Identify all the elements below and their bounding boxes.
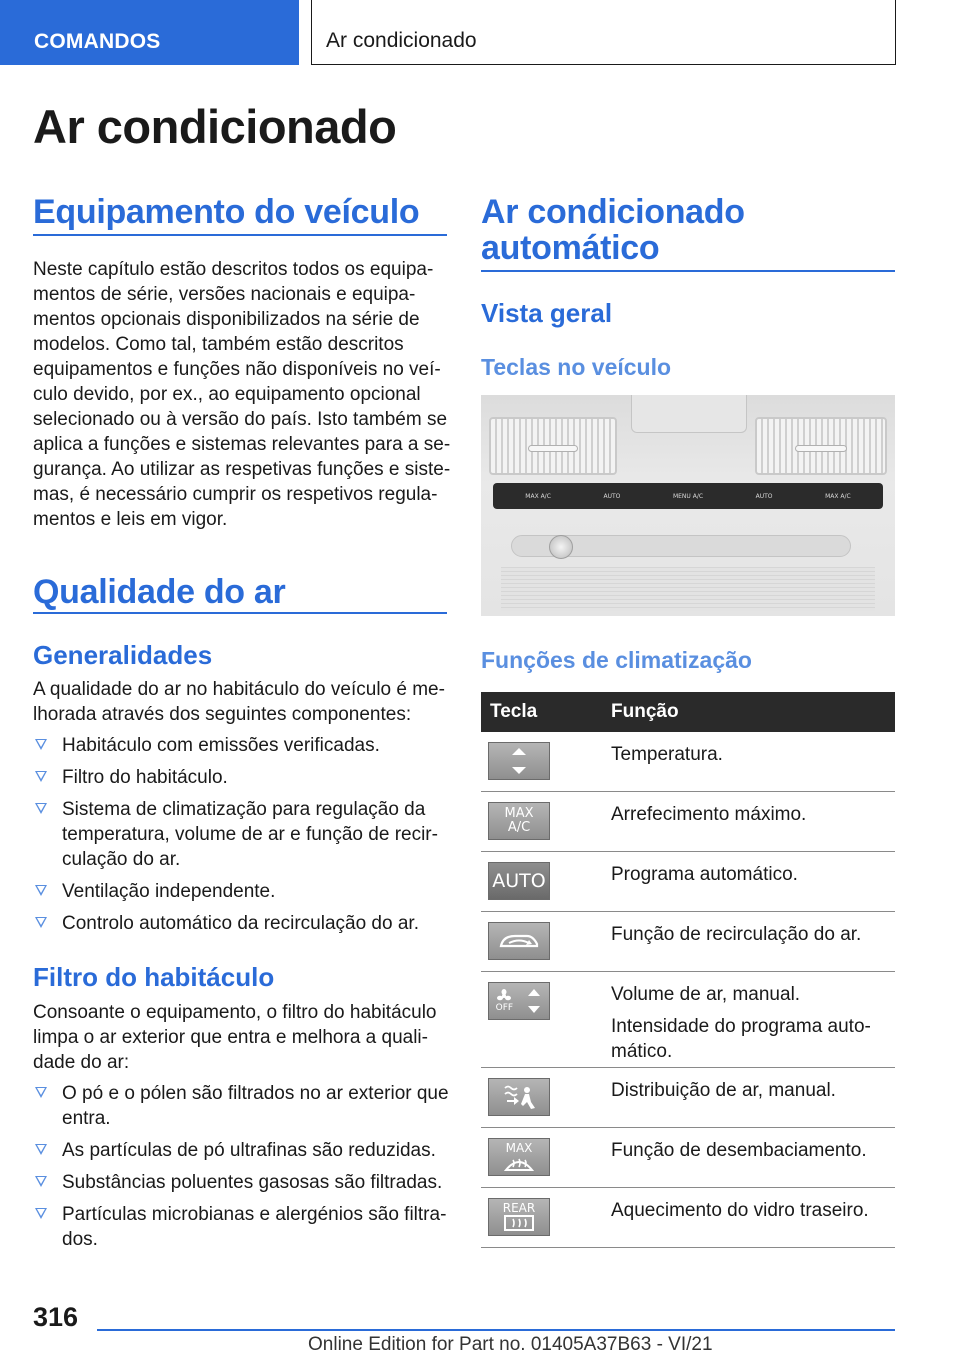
- list-item: Controlo automático da recirculação do ar.: [33, 911, 453, 936]
- recirculation-icon: [488, 922, 550, 960]
- filter-list: [33, 1081, 453, 1259]
- footer-rule: [97, 1329, 895, 1331]
- function-text: Volume de ar, manual. Intensidade do programa auto- mático.: [611, 984, 871, 1062]
- list-item: Ventilação independente.: [33, 879, 453, 904]
- bullet-triangle-icon: [35, 1208, 47, 1219]
- function-text: Temperatura.: [611, 744, 723, 765]
- air-quality-heading: Qualidade do ar: [33, 573, 286, 611]
- function-text: Programa automático.: [611, 864, 798, 885]
- components-list: [33, 733, 453, 943]
- overview-heading: Vista geral: [481, 298, 613, 328]
- heading-rule: [481, 270, 895, 272]
- general-heading: Generalidades: [33, 640, 213, 670]
- list-item: O pó e o pólen são filtrados no ar exterior que entra.: [33, 1081, 453, 1131]
- bullet-triangle-icon: [35, 1176, 47, 1187]
- volume-knob: [549, 535, 573, 559]
- auto-ac-heading: Ar condicionado automático: [481, 193, 745, 267]
- dashboard-image: [481, 395, 895, 616]
- list-item: Sistema de climatização para regulação da temperatura, volume de ar e função de recir- culação do ar.: [33, 797, 453, 872]
- auto-icon: AUTO: [488, 862, 550, 900]
- climate-functions-table: [481, 692, 895, 1248]
- page-number: 316: [33, 1302, 79, 1332]
- list-item: Filtro do habitáculo.: [33, 765, 453, 790]
- column-header-key: Tecla: [490, 701, 538, 722]
- heading-rule: [33, 612, 447, 614]
- table-row: [481, 912, 895, 972]
- table-row: [481, 1188, 895, 1248]
- display-housing: [631, 395, 747, 433]
- functions-heading: Funções de climatização: [481, 647, 752, 673]
- table-row: [481, 1068, 895, 1128]
- keys-heading: Teclas no veículo: [481, 354, 672, 380]
- table-row: [481, 852, 895, 912]
- edition-footer: Online Edition for Part no. 01405A37B63 - VI/21: [308, 1334, 713, 1355]
- table-row: [481, 792, 895, 852]
- dashboard-trim: [501, 567, 875, 611]
- section-tab: COMANDOS: [0, 0, 299, 65]
- max-ac-icon: MAX A/C: [488, 802, 550, 840]
- bullet-triangle-icon: [35, 885, 47, 896]
- temperature-arrows-icon: [488, 742, 550, 780]
- function-text: Arrefecimento máximo.: [611, 804, 807, 825]
- table-row: [481, 1128, 895, 1188]
- table-header: [481, 692, 895, 732]
- fan-volume-icon: OFF: [488, 982, 550, 1020]
- bullet-triangle-icon: [35, 917, 47, 928]
- max-defrost-icon: MAX: [488, 1138, 550, 1176]
- bullet-triangle-icon: [35, 803, 47, 814]
- air-vent: [489, 417, 617, 475]
- air-vent: [755, 417, 887, 475]
- function-text: Aquecimento do vidro traseiro.: [611, 1200, 869, 1221]
- climate-control-panel: MAX A/C AUTO MENU A/C AUTO MAX A/C: [493, 483, 883, 509]
- table-row: [481, 732, 895, 792]
- table-row: [481, 972, 895, 1068]
- air-distribution-icon: [488, 1078, 550, 1116]
- filter-paragraph: Consoante o equipamento, o filtro do habitáculo limpa o ar exterior que entra e melhora a quali- dade do ar:: [33, 1002, 437, 1073]
- list-item: Substâncias poluentes gasosas são filtradas.: [33, 1170, 453, 1195]
- bullet-triangle-icon: [35, 739, 47, 750]
- equipment-paragraph: Neste capítulo estão descritos todos os equipa- mentos de série, versões nacionais e equipa- mentos opcionais disponibilizados na série de modelos. Como tal, também estão descritos equipamentos e funções não disponíveis no veí- culo devido, por ex., ao equipamento opcional selecionado ou à versão do país. Isto também se aplica a funções e sistemas relevantes para a se- gurança. Ao utilizar as respetivas funções e siste- mas, é necessário cumprir os respetivos regula- mentos e leis em vigor.: [33, 259, 451, 530]
- function-text: Distribuição de ar, manual.: [611, 1080, 836, 1101]
- heading-rule: [33, 234, 447, 236]
- list-item: As partículas de pó ultrafinas são reduzidas.: [33, 1138, 453, 1163]
- chapter-header: Ar condicionado: [311, 0, 896, 65]
- general-paragraph: A qualidade do ar no habitáculo do veículo é me- lhorada através dos seguintes componentes:: [33, 679, 445, 725]
- filter-heading: Filtro do habitáculo: [33, 962, 275, 992]
- page-title: Ar condicionado: [33, 100, 397, 153]
- equipment-heading: Equipamento do veículo: [33, 193, 420, 231]
- bullet-triangle-icon: [35, 1144, 47, 1155]
- list-item: Partículas microbianas e alergénios são filtra- dos.: [33, 1202, 453, 1252]
- rear-defrost-icon: REAR: [488, 1198, 550, 1236]
- function-text: Função de recirculação do ar.: [611, 924, 862, 945]
- bullet-triangle-icon: [35, 771, 47, 782]
- column-header-function: Função: [611, 701, 679, 722]
- bullet-triangle-icon: [35, 1087, 47, 1098]
- function-text: Função de desembaciamento.: [611, 1140, 867, 1161]
- list-item: Habitáculo com emissões verificadas.: [33, 733, 453, 758]
